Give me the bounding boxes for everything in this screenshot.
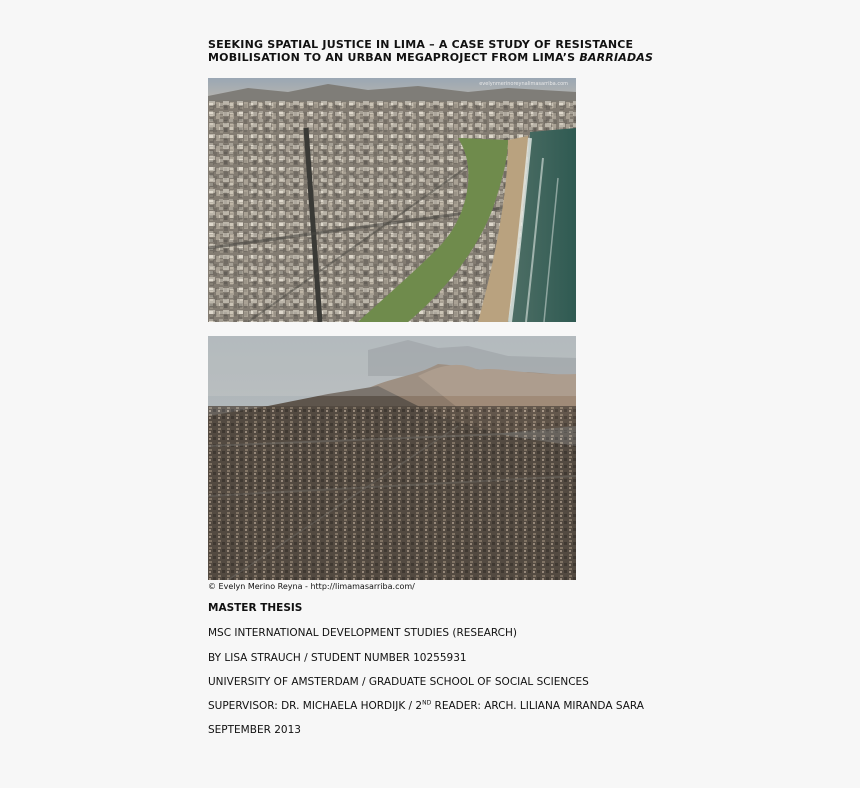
supervisor-prefix: SUPERVISOR: DR. MICHAELA HORDIJK / 2 [208, 700, 423, 712]
barriadas-hills-photo [208, 336, 576, 580]
author-line: BY LISA STRAUCH / STUDENT NUMBER 10255931 [208, 652, 467, 664]
title-line-1: SEEKING SPATIAL JUSTICE IN LIMA – A CASE STUDY OF RESISTANCE [208, 38, 634, 51]
program-line: MSC INTERNATIONAL DEVELOPMENT STUDIES (RESEARCH) [208, 627, 518, 639]
supervisor-line [208, 700, 668, 712]
photo-credit: © Evelyn Merino Reyna - http://limamasarriba.com/ [208, 582, 415, 591]
coastal-city-photo [208, 78, 576, 322]
thesis-type: MASTER THESIS [208, 602, 303, 614]
university-line: UNIVERSITY OF AMSTERDAM / GRADUATE SCHOOL OF SOCIAL SCIENCES [208, 676, 589, 688]
photo-watermark: evelynmerinoreynalimasarriba.com [479, 81, 568, 87]
date-line: SEPTEMBER 2013 [208, 724, 301, 736]
thesis-title [208, 38, 668, 64]
title-italic: BARRIADAS [579, 51, 654, 64]
ordinal-suffix: ND [422, 699, 432, 707]
supervisor-suffix: READER: ARCH. LILIANA MIRANDA SARA [431, 700, 644, 712]
document-page [208, 38, 668, 736]
title-line-2: MOBILISATION TO AN URBAN MEGAPROJECT FROM LIMA’S [208, 51, 580, 64]
